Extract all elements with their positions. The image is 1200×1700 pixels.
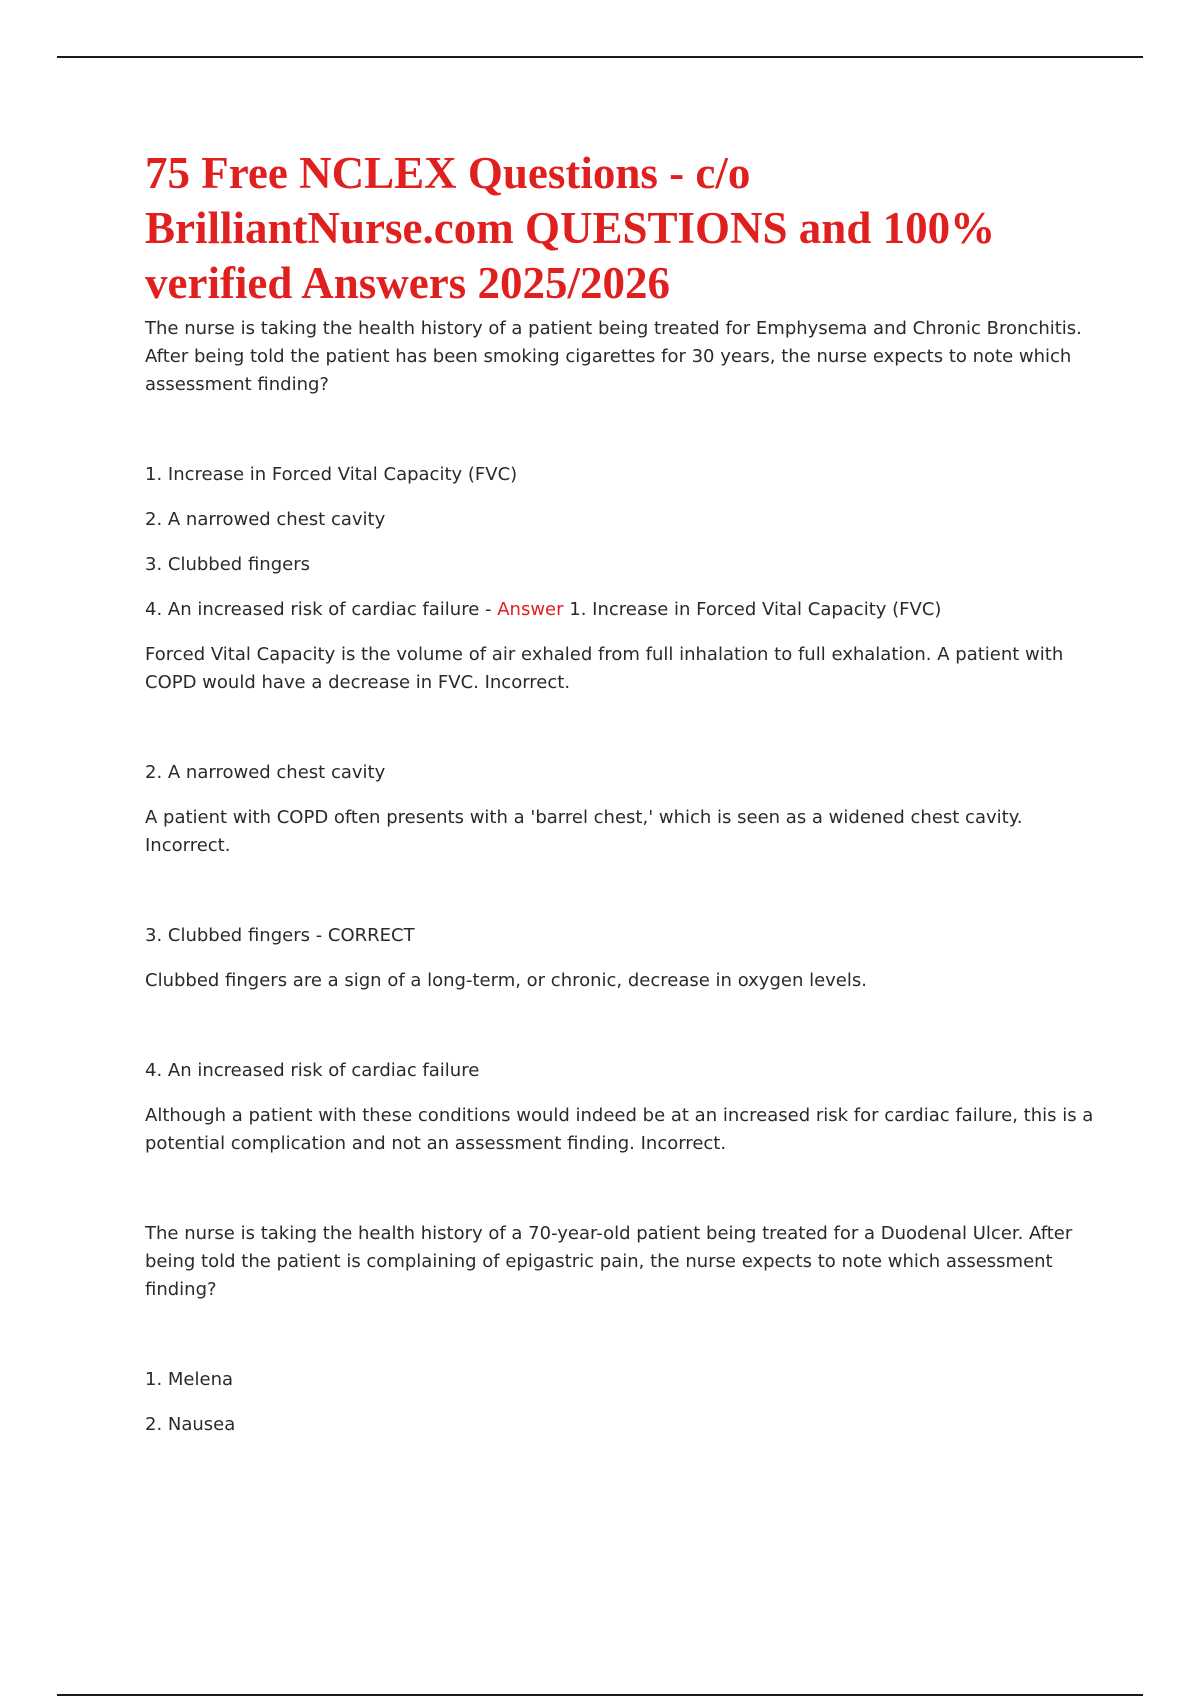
question-1-option-4	[145, 596, 1100, 624]
rationale-4-text: Although a patient with these conditions would indeed be at an increased risk for cardiac failure, this is a potential complication and not an assessment finding. Incorrect.	[145, 1105, 1094, 1154]
question-2-stem: The nurse is taking the health history of a 70-year-old patient being treated for a Duodenal Ulcer. After being told the patient is complaining of epigastric pain, the nurse expects to note which assessment finding?	[145, 1223, 1073, 1300]
rationale-3-text: Clubbed fingers are a sign of a long-term, or chronic, decrease in oxygen levels.	[145, 970, 867, 991]
document-title: 75 Free NCLEX Questions - c/o BrilliantNurse.com QUESTIONS and 100% verified Answers 2025/2026	[145, 148, 996, 308]
rationale-4-heading: 4. An increased risk of cardiac failure	[145, 1060, 480, 1081]
question-2-option-1: 1. Melena	[145, 1369, 234, 1390]
answer-text: 1. Increase in Forced Vital Capacity (FVC)	[563, 599, 942, 620]
question-1-stem: The nurse is taking the health history of a patient being treated for Emphysema and Chronic Bronchitis. After being told the patient has been smoking cigarettes for 30 years, the nurse expects to note which assessment finding?	[145, 318, 1082, 395]
question-2-option-2: 2. Nausea	[145, 1414, 236, 1435]
bottom-rule	[57, 1694, 1143, 1696]
question-1-option-3: 3. Clubbed fingers	[145, 554, 310, 575]
question-1-option-2: 2. A narrowed chest cavity	[145, 509, 386, 530]
top-rule	[57, 56, 1143, 58]
option-4-text: 4. An increased risk of cardiac failure -	[145, 599, 498, 620]
question-1-option-1: 1. Increase in Forced Vital Capacity (FVC)	[145, 464, 518, 485]
rationale-2-heading: 2. A narrowed chest cavity	[145, 762, 386, 783]
document-body	[145, 146, 1100, 1439]
rationale-2-text: A patient with COPD often presents with a 'barrel chest,' which is seen as a widened chest cavity. Incorrect.	[145, 807, 1023, 856]
rationale-1-text: Forced Vital Capacity is the volume of air exhaled from full inhalation to full exhalation. A patient with COPD would have a decrease in FVC. Incorrect.	[145, 644, 1064, 693]
answer-label: Answer	[497, 599, 564, 620]
rationale-3-heading: 3. Clubbed fingers - CORRECT	[145, 925, 415, 946]
